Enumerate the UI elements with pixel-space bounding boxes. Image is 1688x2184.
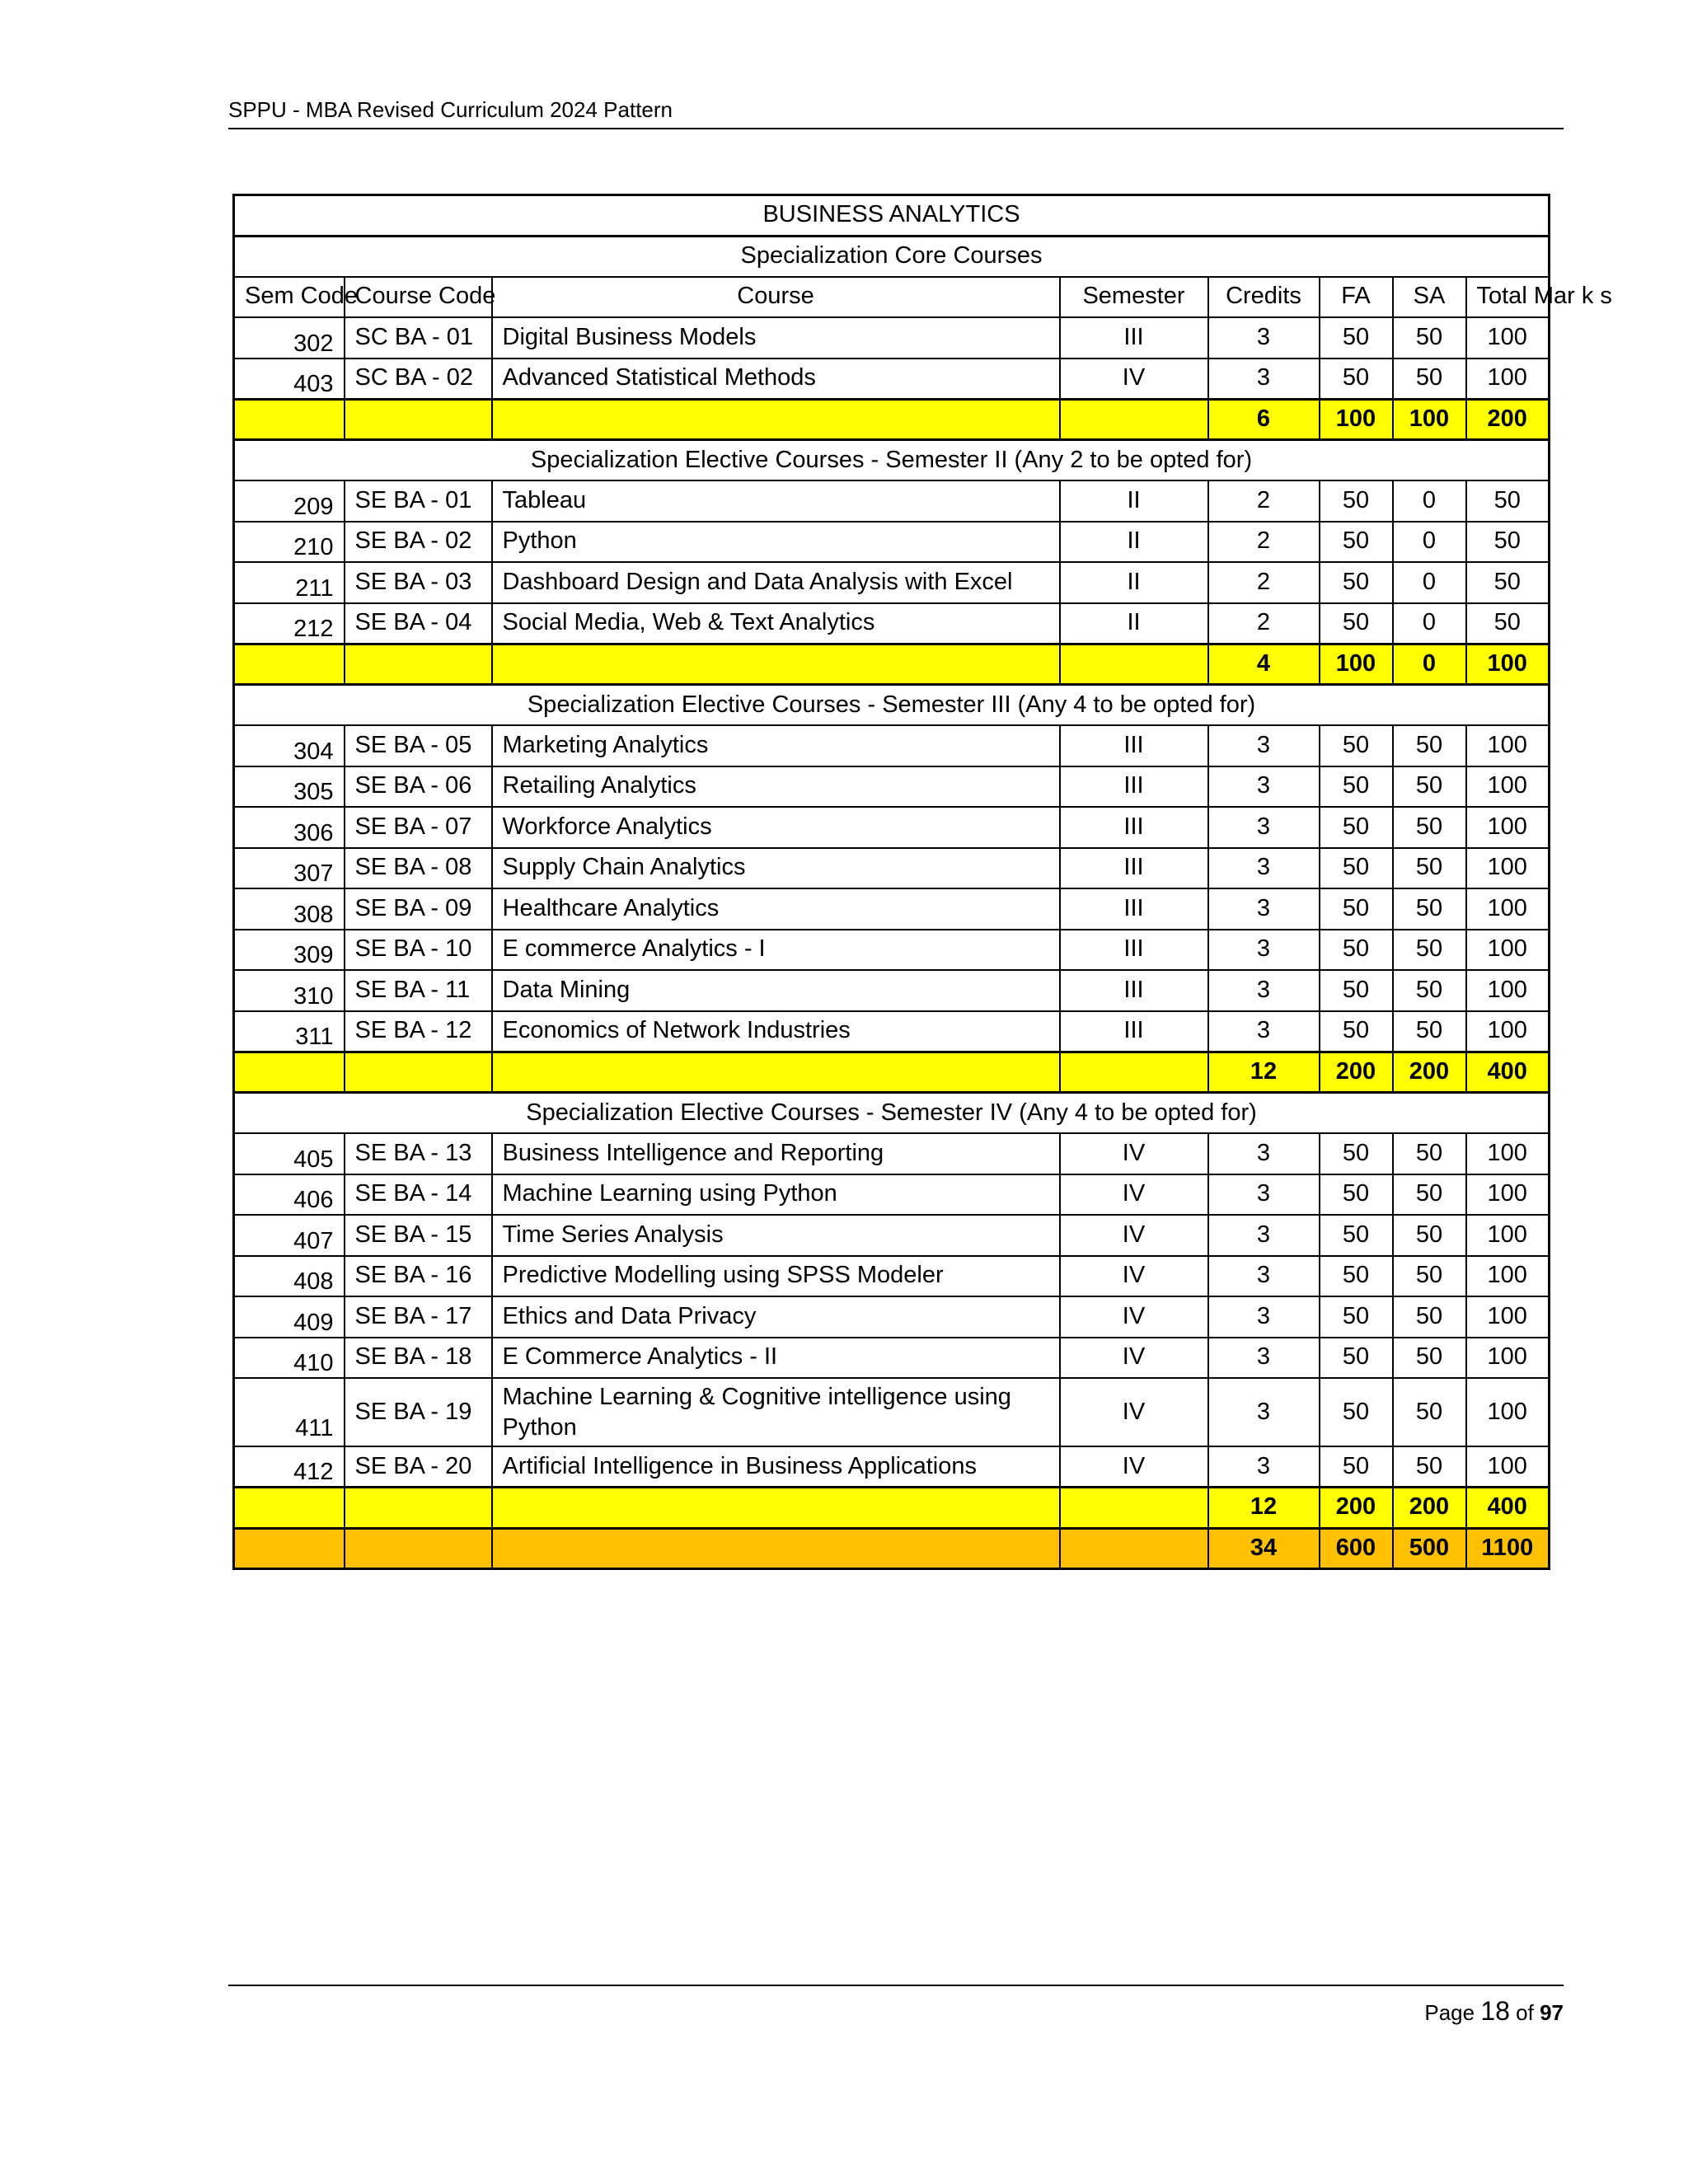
page-footer [228,1985,1564,2027]
sa-cell: 50 [1393,1215,1466,1256]
total-cell: 100 [1466,888,1550,930]
total-cell: 100 [1466,807,1550,848]
col-sem-code: Sem Code [234,277,345,318]
subtotal-total: 400 [1466,1052,1550,1093]
credits-cell: 3 [1208,725,1320,766]
col-fa: FA [1320,277,1393,318]
fa-cell: 50 [1320,766,1393,808]
credits-cell: 3 [1208,1256,1320,1297]
table-row [234,317,1550,359]
sem-code-cell: 403 [234,359,345,400]
total-cell: 100 [1466,1011,1550,1052]
course-code-cell: SE BA - 02 [345,522,492,563]
sa-cell: 50 [1393,807,1466,848]
total-cell: 100 [1466,1338,1550,1379]
empty-cell [492,1052,1060,1093]
course-name-cell: Machine Learning using Python [492,1174,1060,1216]
course-code-cell: SE BA - 03 [345,562,492,603]
total-cell: 100 [1466,359,1550,400]
semester-cell: II [1060,562,1208,603]
sem-code-cell: 305 [234,766,345,808]
semester-cell: III [1060,1011,1208,1052]
section-heading-row [234,236,1550,277]
semester-cell: III [1060,848,1208,889]
sem-code-cell: 302 [234,317,345,359]
section-heading-row [234,1093,1550,1134]
semester-cell: III [1060,930,1208,971]
section-heading-row [234,440,1550,481]
table-row [234,1338,1550,1379]
sem-code-cell: 211 [234,562,345,603]
course-name-cell: Ethics and Data Privacy [492,1296,1060,1338]
fa-cell: 50 [1320,970,1393,1011]
course-code-cell: SE BA - 11 [345,970,492,1011]
sem-code-cell: 406 [234,1174,345,1216]
course-name-cell: Social Media, Web & Text Analytics [492,603,1060,644]
total-cell: 50 [1466,522,1550,563]
empty-cell [234,1528,345,1569]
sa-cell: 50 [1393,930,1466,971]
course-code-cell: SE BA - 01 [345,480,492,522]
course-code-cell: SE BA - 13 [345,1133,492,1174]
fa-cell: 50 [1320,725,1393,766]
empty-cell [345,1488,492,1529]
course-name-cell: Machine Learning & Cognitive intelligence using Python [492,1378,1060,1446]
sem-code-cell: 412 [234,1446,345,1488]
section-heading: Specialization Elective Courses - Semester IV (Any 4 to be opted for) [234,1093,1550,1134]
total-pages: 97 [1540,2000,1564,2025]
sa-cell: 50 [1393,848,1466,889]
table-row [234,1174,1550,1216]
section-heading: Specialization Elective Courses - Semester II (Any 2 to be opted for) [234,440,1550,481]
course-code-cell: SE BA - 15 [345,1215,492,1256]
credits-cell: 3 [1208,1338,1320,1379]
empty-cell [1060,644,1208,685]
sa-cell: 50 [1393,1446,1466,1488]
empty-cell [492,1488,1060,1529]
table-row [234,562,1550,603]
section-heading: Specialization Core Courses [234,236,1550,277]
semester-cell: III [1060,970,1208,1011]
table-row [234,1011,1550,1052]
course-name-cell: E Commerce Analytics - II [492,1338,1060,1379]
table-row [234,1296,1550,1338]
total-cell: 100 [1466,1446,1550,1488]
column-header-row [234,277,1550,318]
total-cell: 50 [1466,480,1550,522]
total-cell: 100 [1466,970,1550,1011]
course-name-cell: Artificial Intelligence in Business Applications [492,1446,1060,1488]
subtotal-credits: 4 [1208,644,1320,685]
col-course-code: Course Code [345,277,492,318]
course-code-cell: SE BA - 12 [345,1011,492,1052]
sa-cell: 0 [1393,603,1466,644]
table-row [234,970,1550,1011]
table-row [234,522,1550,563]
course-name-cell: E commerce Analytics - I [492,930,1060,971]
sem-code-cell: 210 [234,522,345,563]
sa-cell: 0 [1393,480,1466,522]
semester-cell: II [1060,522,1208,563]
table-title-row [234,195,1550,237]
credits-cell: 2 [1208,480,1320,522]
sem-code-cell: 309 [234,930,345,971]
course-name-cell: Marketing Analytics [492,725,1060,766]
course-code-cell: SE BA - 05 [345,725,492,766]
empty-cell [345,644,492,685]
empty-cell [492,1528,1060,1569]
section-heading: Specialization Elective Courses - Semester III (Any 4 to be opted for) [234,685,1550,726]
table-row [234,359,1550,400]
sa-cell: 50 [1393,1338,1466,1379]
total-cell: 100 [1466,1296,1550,1338]
course-code-cell: SC BA - 02 [345,359,492,400]
semester-cell: II [1060,480,1208,522]
table-row [234,1133,1550,1174]
total-cell: 100 [1466,1174,1550,1216]
of-label: of [1516,2000,1534,2025]
course-code-cell: SE BA - 04 [345,603,492,644]
credits-cell: 3 [1208,807,1320,848]
fa-cell: 50 [1320,562,1393,603]
empty-cell [234,1052,345,1093]
course-name-cell: Dashboard Design and Data Analysis with Excel [492,562,1060,603]
sa-cell: 50 [1393,970,1466,1011]
total-cell: 100 [1466,1133,1550,1174]
subtotal-total: 400 [1466,1488,1550,1529]
subtotal-sa: 200 [1393,1488,1466,1529]
subtotal-row [234,644,1550,685]
course-code-cell: SC BA - 01 [345,317,492,359]
total-cell: 50 [1466,562,1550,603]
empty-cell [345,1528,492,1569]
table-row [234,1215,1550,1256]
empty-cell [234,399,345,440]
fa-cell: 50 [1320,522,1393,563]
course-name-cell: Data Mining [492,970,1060,1011]
sem-code-cell: 209 [234,480,345,522]
sem-code-cell: 409 [234,1296,345,1338]
credits-cell: 3 [1208,1174,1320,1216]
semester-cell: IV [1060,1174,1208,1216]
course-code-cell: SE BA - 08 [345,848,492,889]
table-row [234,1256,1550,1297]
subtotal-fa: 200 [1320,1488,1393,1529]
grand-total-sa: 500 [1393,1528,1466,1569]
col-sa: SA [1393,277,1466,318]
col-semester: Semester [1060,277,1208,318]
semester-cell: III [1060,766,1208,808]
total-cell: 100 [1466,1378,1550,1446]
empty-cell [1060,1052,1208,1093]
subtotal-fa: 200 [1320,1052,1393,1093]
fa-cell: 50 [1320,480,1393,522]
semester-cell: IV [1060,1338,1208,1379]
empty-cell [492,399,1060,440]
credits-cell: 3 [1208,359,1320,400]
total-cell: 100 [1466,1256,1550,1297]
table-row [234,1446,1550,1488]
header-title: SPPU - MBA Revised Curriculum 2024 Pattern [228,97,673,122]
fa-cell: 50 [1320,1011,1393,1052]
page-number: 18 [1480,1996,1510,2026]
semester-cell: IV [1060,1378,1208,1446]
subtotal-row [234,399,1550,440]
semester-cell: IV [1060,1215,1208,1256]
subtotal-row [234,1488,1550,1529]
course-code-cell: SE BA - 20 [345,1446,492,1488]
sa-cell: 50 [1393,359,1466,400]
credits-cell: 3 [1208,848,1320,889]
fa-cell: 50 [1320,848,1393,889]
table-row [234,930,1550,971]
course-name-cell: Workforce Analytics [492,807,1060,848]
course-code-cell: SE BA - 10 [345,930,492,971]
sa-cell: 50 [1393,1256,1466,1297]
course-name-cell: Advanced Statistical Methods [492,359,1060,400]
credits-cell: 3 [1208,1296,1320,1338]
sem-code-cell: 410 [234,1338,345,1379]
sem-code-cell: 310 [234,970,345,1011]
empty-cell [345,399,492,440]
course-name-cell: Economics of Network Industries [492,1011,1060,1052]
semester-cell: IV [1060,1446,1208,1488]
credits-cell: 3 [1208,1378,1320,1446]
course-code-cell: SE BA - 18 [345,1338,492,1379]
fa-cell: 50 [1320,359,1393,400]
semester-cell: IV [1060,1133,1208,1174]
sem-code-cell: 411 [234,1378,345,1446]
credits-cell: 3 [1208,1133,1320,1174]
empty-cell [1060,399,1208,440]
col-total-marks: Total Mar k s [1466,277,1550,318]
sem-code-cell: 304 [234,725,345,766]
table-title: BUSINESS ANALYTICS [234,195,1550,237]
sa-cell: 0 [1393,522,1466,563]
grand-total-fa: 600 [1320,1528,1393,1569]
credits-cell: 2 [1208,522,1320,563]
fa-cell: 50 [1320,1446,1393,1488]
fa-cell: 50 [1320,1133,1393,1174]
total-cell: 100 [1466,848,1550,889]
empty-cell [1060,1528,1208,1569]
semester-cell: II [1060,603,1208,644]
total-cell: 100 [1466,1215,1550,1256]
table-row [234,888,1550,930]
course-name-cell: Healthcare Analytics [492,888,1060,930]
credits-cell: 3 [1208,970,1320,1011]
subtotal-sa: 100 [1393,399,1466,440]
course-code-cell: SE BA - 14 [345,1174,492,1216]
fa-cell: 50 [1320,1296,1393,1338]
empty-cell [1060,1488,1208,1529]
subtotal-total: 100 [1466,644,1550,685]
subtotal-fa: 100 [1320,644,1393,685]
course-name-cell: Python [492,522,1060,563]
course-name-cell: Tableau [492,480,1060,522]
course-code-cell: SE BA - 19 [345,1378,492,1446]
sa-cell: 50 [1393,766,1466,808]
fa-cell: 50 [1320,1174,1393,1216]
grand-total-marks: 1100 [1466,1528,1550,1569]
credits-cell: 3 [1208,317,1320,359]
semester-cell: IV [1060,359,1208,400]
empty-cell [234,1488,345,1529]
fa-cell: 50 [1320,603,1393,644]
semester-cell: III [1060,807,1208,848]
sa-cell: 50 [1393,1378,1466,1446]
grand-total-credits: 34 [1208,1528,1320,1569]
sa-cell: 50 [1393,1296,1466,1338]
sem-code-cell: 307 [234,848,345,889]
course-code-cell: SE BA - 06 [345,766,492,808]
total-cell: 100 [1466,725,1550,766]
subtotal-credits: 12 [1208,1488,1320,1529]
total-cell: 100 [1466,766,1550,808]
course-code-cell: SE BA - 09 [345,888,492,930]
credits-cell: 2 [1208,562,1320,603]
course-code-cell: SE BA - 07 [345,807,492,848]
empty-cell [345,1052,492,1093]
course-code-cell: SE BA - 17 [345,1296,492,1338]
fa-cell: 50 [1320,1256,1393,1297]
fa-cell: 50 [1320,888,1393,930]
table-row [234,807,1550,848]
total-cell: 50 [1466,603,1550,644]
subtotal-fa: 100 [1320,399,1393,440]
sem-code-cell: 408 [234,1256,345,1297]
credits-cell: 3 [1208,1215,1320,1256]
course-name-cell: Supply Chain Analytics [492,848,1060,889]
sem-code-cell: 311 [234,1011,345,1052]
page-header [228,97,1564,129]
sem-code-cell: 405 [234,1133,345,1174]
semester-cell: III [1060,725,1208,766]
credits-cell: 3 [1208,1446,1320,1488]
section-heading-row [234,685,1550,726]
credits-cell: 2 [1208,603,1320,644]
empty-cell [492,644,1060,685]
grand-total-row [234,1528,1550,1569]
credits-cell: 3 [1208,1011,1320,1052]
empty-cell [234,644,345,685]
table-row [234,1378,1550,1446]
table-row [234,480,1550,522]
total-cell: 100 [1466,930,1550,971]
subtotal-credits: 12 [1208,1052,1320,1093]
subtotal-row [234,1052,1550,1093]
course-name-cell: Time Series Analysis [492,1215,1060,1256]
fa-cell: 50 [1320,1338,1393,1379]
table-row [234,725,1550,766]
sa-cell: 0 [1393,562,1466,603]
fa-cell: 50 [1320,317,1393,359]
semester-cell: IV [1060,1296,1208,1338]
course-name-cell: Predictive Modelling using SPSS Modeler [492,1256,1060,1297]
table-row [234,603,1550,644]
course-name-cell: Digital Business Models [492,317,1060,359]
subtotal-total: 200 [1466,399,1550,440]
fa-cell: 50 [1320,807,1393,848]
course-code-cell: SE BA - 16 [345,1256,492,1297]
sa-cell: 50 [1393,1011,1466,1052]
sa-cell: 50 [1393,725,1466,766]
page-label: Page [1424,2000,1475,2025]
col-credits: Credits [1208,277,1320,318]
table-row [234,766,1550,808]
sem-code-cell: 212 [234,603,345,644]
course-name-cell: Retailing Analytics [492,766,1060,808]
sa-cell: 50 [1393,1174,1466,1216]
subtotal-sa: 0 [1393,644,1466,685]
sa-cell: 50 [1393,317,1466,359]
semester-cell: III [1060,317,1208,359]
credits-cell: 3 [1208,766,1320,808]
sem-code-cell: 308 [234,888,345,930]
table-row [234,848,1550,889]
semester-cell: IV [1060,1256,1208,1297]
sa-cell: 50 [1393,1133,1466,1174]
fa-cell: 50 [1320,1215,1393,1256]
fa-cell: 50 [1320,1378,1393,1446]
sem-code-cell: 407 [234,1215,345,1256]
total-cell: 100 [1466,317,1550,359]
credits-cell: 3 [1208,930,1320,971]
col-course: Course [492,277,1060,318]
semester-cell: III [1060,888,1208,930]
credits-cell: 3 [1208,888,1320,930]
sem-code-cell: 306 [234,807,345,848]
subtotal-sa: 200 [1393,1052,1466,1093]
course-name-cell: Business Intelligence and Reporting [492,1133,1060,1174]
fa-cell: 50 [1320,930,1393,971]
curriculum-table [232,194,1612,1570]
sa-cell: 50 [1393,888,1466,930]
subtotal-credits: 6 [1208,399,1320,440]
